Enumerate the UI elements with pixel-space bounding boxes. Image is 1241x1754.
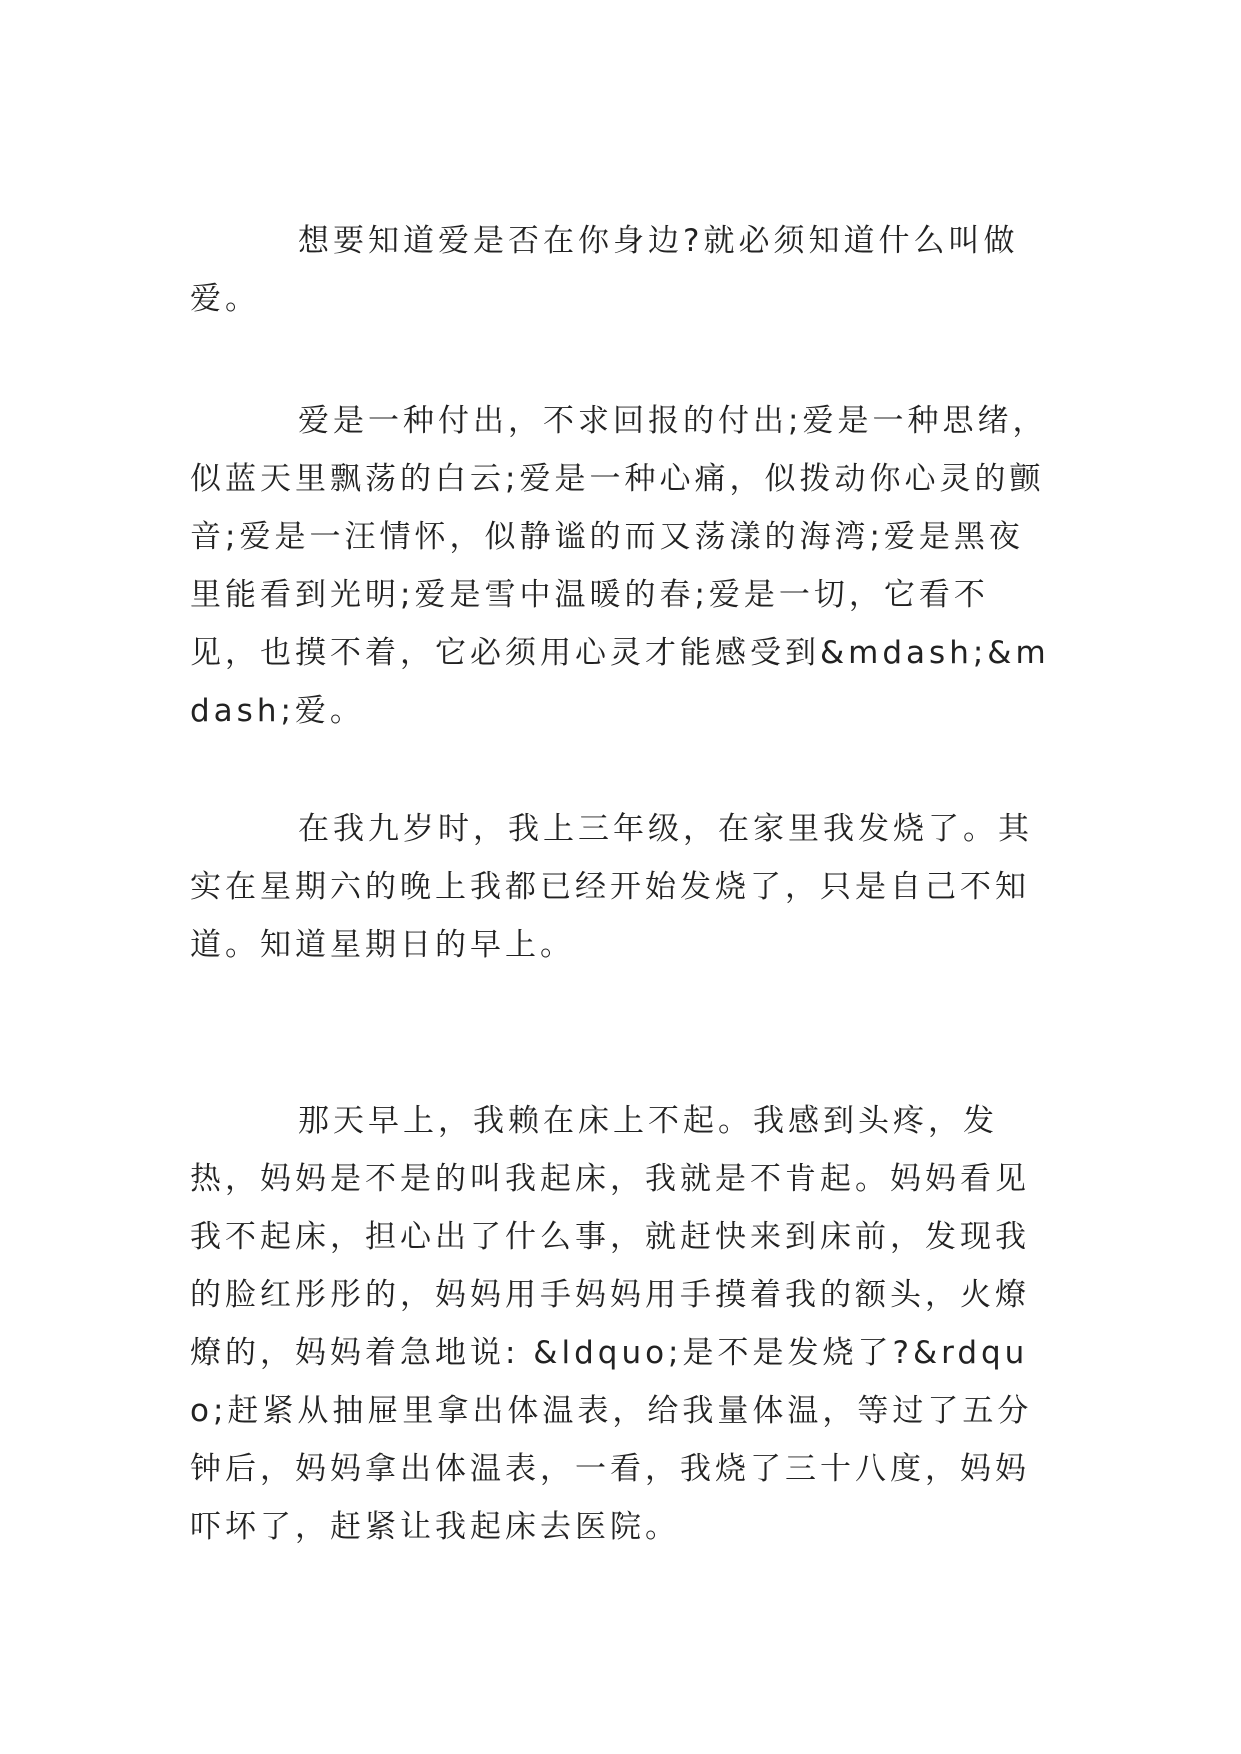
paragraph-1: 想要知道爱是否在你身边?就必须知道什么叫做爱。 <box>190 223 1019 317</box>
paragraph-3: 在我九岁时，我上三年级，在家里我发烧了。其实在星期六的晚上我都已经开始发烧了，只是自己不知道。知道星期日的早上。 <box>190 811 1033 963</box>
paragraph-4: 那天早上，我赖在床上不起。我感到头疼，发热，妈妈是不是的叫我起床，我就是不肯起。妈妈看见我不起床，担心出了什么事，就赶快来到床前，发现我的脸红彤彤的，妈妈用手妈妈用手摸着我的额头，火燎燎的，妈妈着急地说: &ldquo;是不是发烧了?&rdquo;赶紧从抽屉里拿出体温表，给我量体温，等过了五分钟后，妈妈拿出体温表，一看，我烧了三十八度，妈妈吓坏了，赶紧让我起床去医院。 <box>190 1103 1033 1545</box>
paragraph-2: 爱是一种付出，不求回报的付出;爱是一种思绪，似蓝天里飘荡的白云;爱是一种心痛，似拨动你心灵的颤音;爱是一汪情怀，似静谧的而又荡漾的海湾;爱是黑夜里能看到光明;爱是雪中温暖的春;爱是一切，它看不见，也摸不着，它必须用心灵才能感受到&mdash;&mdash;爱。 <box>190 403 1050 729</box>
